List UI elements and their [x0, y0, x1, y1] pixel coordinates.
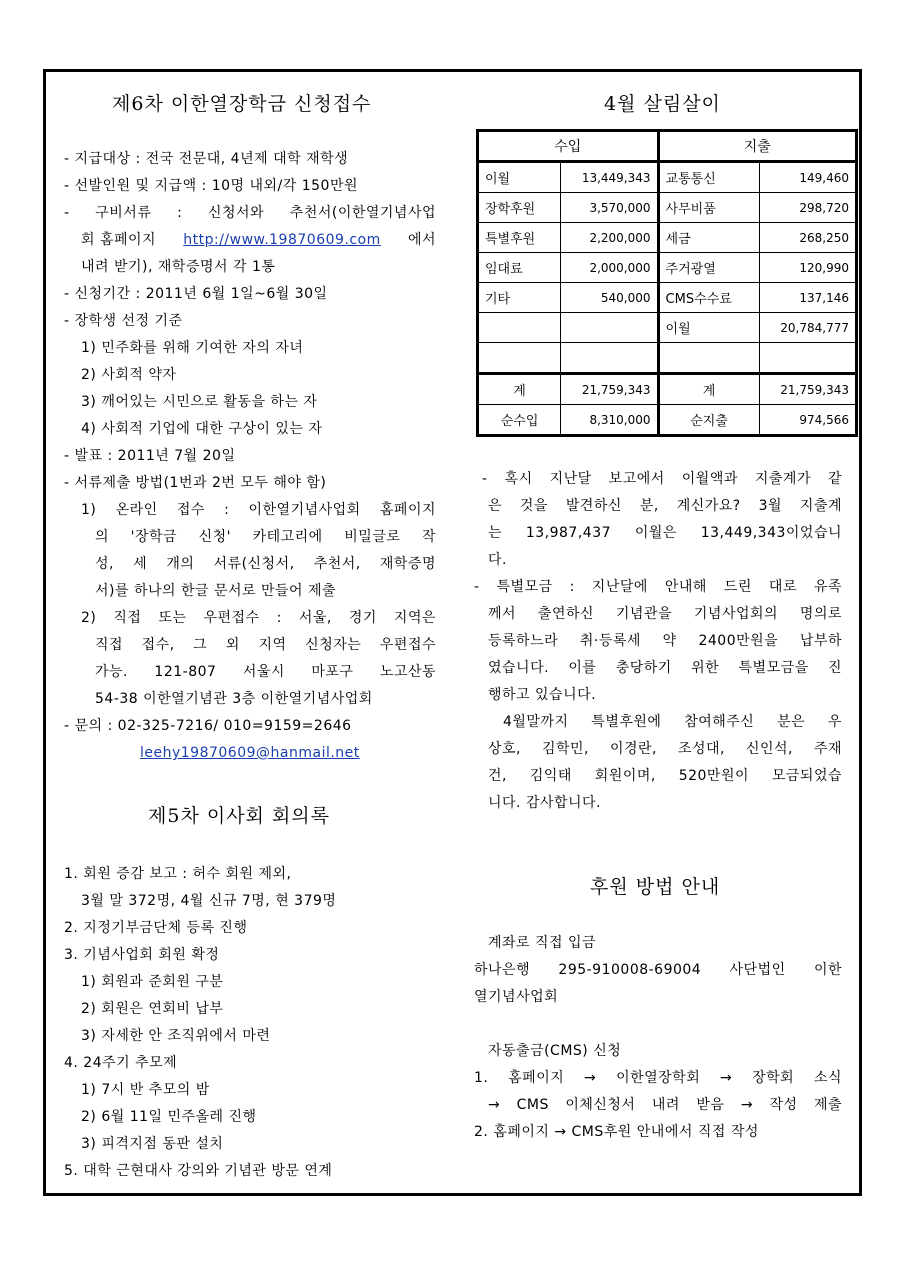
scholarship-line: 의 '장학금 신청' 카테고리에 비밀글로 작: [95, 529, 436, 545]
income-label: 기타: [478, 283, 561, 313]
net-expense-value: 974,566: [759, 405, 856, 436]
net-expense-label: 순지출: [658, 405, 759, 436]
scholarship-line: 서)를 하나의 한글 문서로 만들어 제출: [95, 583, 337, 599]
scholarship-line: 2) 사회적 약자: [81, 367, 177, 383]
net-income-label: 순수입: [478, 405, 561, 436]
scholarship-line: 3) 깨어있는 시민으로 활동을 하는 자: [81, 394, 318, 410]
income-label: 특별후원: [478, 223, 561, 253]
total-expense-label: 계: [658, 374, 759, 405]
table-row: [478, 313, 857, 343]
support-line: 열기념사업회: [474, 989, 559, 1005]
board-line: 1) 7시 반 추모의 밤: [81, 1082, 210, 1098]
scholarship-line: 1) 민주화를 위해 기여한 자의 자녀: [81, 340, 304, 356]
scholarship-line: - 선발인원 및 지급액 : 10명 내외/각 150만원: [64, 178, 359, 194]
note-line: 은 것을 발견하신 분, 계신가요? 3월 지출계: [488, 498, 842, 514]
total-income-label: 계: [478, 374, 561, 405]
total-row: [478, 374, 857, 405]
scholarship-line: 54-38 이한열기념관 3층 이한열기념사업회: [95, 691, 373, 707]
expense-value: [759, 343, 856, 374]
income-label: 이월: [478, 162, 561, 193]
table-row: [478, 283, 857, 313]
finance-title: 4월 살림살이: [604, 93, 721, 115]
income-label: [478, 313, 561, 343]
board-line: 3. 기념사업회 회원 확정: [64, 947, 220, 963]
table-row: [478, 343, 857, 374]
scholarship-line: 4) 사회적 기업에 대한 구상이 있는 자: [81, 421, 323, 437]
income-value: 2,200,000: [561, 223, 658, 253]
board-line: 4. 24주기 추모제: [64, 1055, 178, 1071]
income-header: 수입: [478, 131, 659, 162]
income-value: 540,000: [561, 283, 658, 313]
support-title: 후원 방법 안내: [590, 876, 721, 898]
table-header-row: [478, 131, 857, 162]
support-line: 자동출금(CMS) 신청: [488, 1043, 622, 1059]
note-line: 니다. 감사합니다.: [488, 795, 602, 811]
scholarship-title: 제6차 이한열장학금 신청접수: [112, 93, 372, 115]
board-line: 1) 회원과 준회원 구분: [81, 974, 224, 990]
support-line: 1. 홈페이지 → 이한열장학회 → 장학회 소식: [474, 1070, 842, 1086]
board-line: 3) 자세한 안 조직위에서 마련: [81, 1028, 271, 1044]
note-line: 등록하느라 취·등록세 약 2400만원을 납부하: [488, 633, 842, 649]
board-line: 3) 피격지점 동판 설치: [81, 1136, 224, 1152]
scholarship-line: [81, 227, 436, 254]
expense-value: 149,460: [759, 162, 856, 193]
expense-value: 20,784,777: [759, 313, 856, 343]
expense-label: CMS수수료: [658, 283, 759, 313]
note-line: 께서 출연하신 기념관을 기념사업회의 명의로: [488, 606, 842, 622]
email-link[interactable]: leehy19870609@hanmail.net: [140, 745, 360, 761]
support-line: 하나은행 295-910008-69004 사단법인 이한: [474, 962, 842, 978]
note-line: 4월말까지 특별후원에 참여해주신 분은 우: [503, 714, 842, 730]
expense-value: 137,146: [759, 283, 856, 313]
scholarship-line: - 서류제출 방법(1번과 2번 모두 해야 함): [64, 475, 327, 491]
note-line: 건, 김익태 회원이며, 520만원이 모금되었습: [488, 768, 842, 784]
support-line: 2. 홈페이지 → CMS후원 안내에서 직접 작성: [474, 1124, 759, 1140]
homepage-link[interactable]: http://www.19870609.com: [183, 232, 381, 248]
income-value: [561, 313, 658, 343]
income-value: 3,570,000: [561, 193, 658, 223]
scholarship-line: 내려 받기), 재학증명서 각 1통: [81, 259, 276, 275]
expense-value: 298,720: [759, 193, 856, 223]
expense-label: 교통통신: [658, 162, 759, 193]
table-row: [478, 253, 857, 283]
total-income-value: 21,759,343: [561, 374, 658, 405]
table-row: [478, 193, 857, 223]
income-label: 임대료: [478, 253, 561, 283]
income-value: 13,449,343: [561, 162, 658, 193]
note-line: 는 13,987,437 이월은 13,449,343이었습니: [488, 525, 842, 541]
scholarship-line: - 신청기간 : 2011년 6월 1일~6월 30일: [64, 286, 328, 302]
scholarship-line: - 장학생 선정 기준: [64, 313, 183, 329]
expense-label: 사무비품: [658, 193, 759, 223]
expense-label: 세금: [658, 223, 759, 253]
expense-label: [658, 343, 759, 374]
expense-label: 이월: [658, 313, 759, 343]
board-line: 2) 6월 11일 민주올레 진행: [81, 1109, 257, 1125]
income-value: [561, 343, 658, 374]
board-line: 5. 대학 근현대사 강의와 기념관 방문 연계: [64, 1163, 333, 1179]
scholarship-line: - 발표 : 2011년 7월 20일: [64, 448, 236, 464]
income-label: [478, 343, 561, 374]
expense-value: 268,250: [759, 223, 856, 253]
net-income-value: 8,310,000: [561, 405, 658, 436]
note-line: - 혹시 지난달 보고에서 이월액과 지출계가 같: [482, 471, 842, 487]
note-line: - 특별모금 : 지난달에 안내해 드린 대로 유족: [474, 579, 842, 595]
scholarship-line: - 구비서류 : 신청서와 추천서(이한열기념사업: [64, 205, 436, 221]
expense-value: 120,990: [759, 253, 856, 283]
support-line: 계좌로 직접 입금: [488, 935, 597, 951]
board-line: 2. 지정기부금단체 등록 진행: [64, 920, 248, 936]
scholarship-line: 1) 온라인 접수 : 이한열기념사업회 홈페이지: [81, 502, 436, 518]
support-line: → CMS 이체신청서 내려 받음 → 작성 제출: [488, 1097, 842, 1113]
expense-label: 주거광열: [658, 253, 759, 283]
board-line: 2) 회원은 연회비 납부: [81, 1001, 224, 1017]
net-row: [478, 405, 857, 436]
scholarship-line: 직접 접수, 그 외 지역 신청자는 우편접수: [95, 637, 436, 653]
board-title: 제5차 이사회 회의록: [148, 805, 330, 827]
note-line: 행하고 있습니다.: [488, 687, 597, 703]
expense-header: 지출: [658, 131, 856, 162]
note-line: 였습니다. 이를 충당하기 위한 특별모금을 진: [488, 660, 842, 676]
scholarship-text: 에서: [407, 232, 436, 248]
income-label: 장학후원: [478, 193, 561, 223]
income-value: 2,000,000: [561, 253, 658, 283]
board-line: 3월 말 372명, 4월 신규 7명, 현 379명: [81, 893, 337, 909]
note-line: 다.: [488, 552, 507, 568]
scholarship-line: 성, 세 개의 서류(신청서, 추천서, 재학증명: [95, 556, 436, 572]
scholarship-line: 가능. 121-807 서울시 마포구 노고산동: [95, 664, 436, 680]
table-row: [478, 162, 857, 193]
scholarship-line: - 지급대상 : 전국 전문대, 4년제 대학 재학생: [64, 151, 349, 167]
note-line: 상호, 김학민, 이경란, 조성대, 신인석, 주재: [488, 741, 842, 757]
finance-table: [476, 129, 858, 437]
table-row: [478, 223, 857, 253]
scholarship-line: 2) 직접 또는 우편접수 : 서울, 경기 지역은: [81, 610, 436, 626]
scholarship-line: - 문의 : 02-325-7216/ 010=9159=2646: [64, 718, 352, 734]
total-expense-value: 21,759,343: [759, 374, 856, 405]
scholarship-text: 회 홈페이지: [81, 232, 157, 248]
board-line: 1. 회원 증감 보고 : 허수 회원 제외,: [64, 866, 292, 882]
